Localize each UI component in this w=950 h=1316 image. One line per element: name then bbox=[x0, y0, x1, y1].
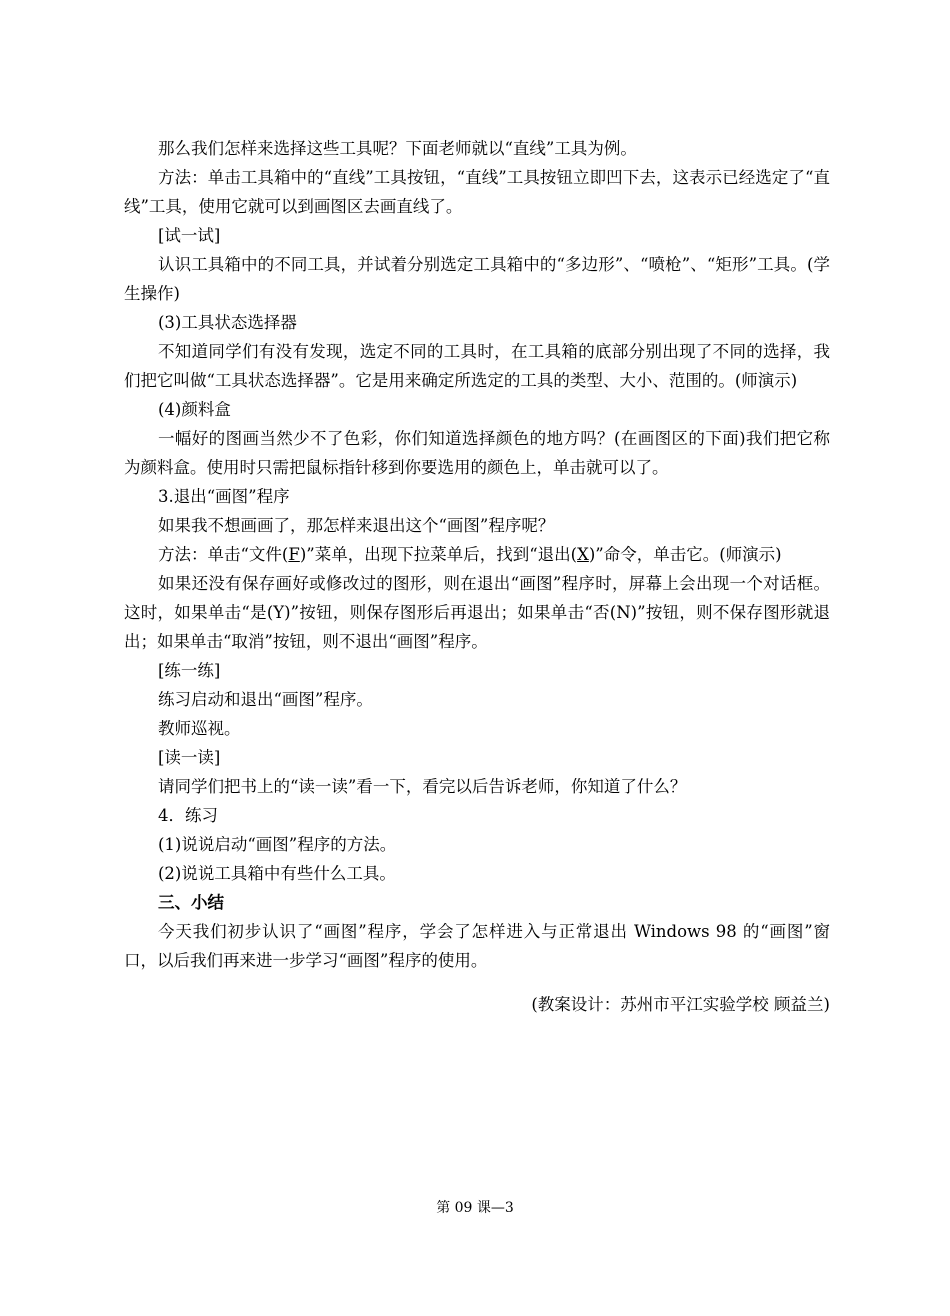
exercise-item: (2)说说工具箱中有些什么工具。 bbox=[158, 864, 396, 883]
section-marker-read: [读一读] bbox=[158, 748, 221, 767]
section-marker-practice: [练一练] bbox=[158, 661, 221, 680]
method-text-2: )”菜单，出现下拉菜单后，找到“退出( bbox=[299, 545, 578, 564]
exercise-item: (1)说说启动“画图”程序的方法。 bbox=[158, 835, 397, 854]
page-footer: 第 09 课—3 bbox=[436, 1200, 514, 1216]
lesson-credit: (教案设计：苏州市平江实验学校 顾益兰) bbox=[531, 995, 830, 1014]
paragraph: 一幅好的图画当然少不了色彩，你们知道选择颜色的地方吗？(在画图区的下面)我们把它称为颜料盒。使用时只需把鼠标指针移到你要选用的颜色上，单击就可以了。 bbox=[124, 429, 830, 477]
subheading-exit-paint: 3.退出“画图”程序 bbox=[158, 487, 290, 506]
paragraph: 请同学们把书上的“读一读”看一下，看完以后告诉老师，你知道了什么？ bbox=[158, 777, 687, 796]
section-marker-try: [试一试] bbox=[158, 226, 221, 245]
method-text-3: )”命令，单击它。(师演示) bbox=[588, 545, 782, 564]
method-paragraph bbox=[124, 540, 830, 569]
subheading-exercise: 4．练习 bbox=[158, 806, 218, 825]
method-text-1: 方法：单击“文件( bbox=[158, 545, 289, 564]
paragraph: 教师巡视。 bbox=[158, 719, 241, 738]
paragraph: 如果我不想画画了，那怎样来退出这个“画图”程序呢？ bbox=[158, 516, 555, 535]
paragraph: 方法：单击工具箱中的“直线”工具按钮，“直线”工具按钮立即凹下去，这表示已经选定了“直线”工具，使用它就可以到画图区去画直线了。 bbox=[124, 168, 830, 216]
subheading-tool-state-selector: (3)工具状态选择器 bbox=[158, 313, 297, 332]
paragraph: 认识工具箱中的不同工具，并试着分别选定工具箱中的“多边形”、“喷枪”、“矩形”工具。(学生操作) bbox=[124, 255, 830, 303]
heading-summary: 三、小结 bbox=[158, 893, 224, 912]
paragraph-dialog: 如果还没有保存画好或修改过的图形，则在退出“画图”程序时，屏幕上会出现一个对话框。这时，如果单击“是(Y)”按钮，则保存图形后再退出；如果单击“否(N)”按钮，则不保存图形就退出；如果单击“取消”按钮，则不退出“画图”程序。 bbox=[124, 574, 830, 651]
subheading-color-box: (4)颜料盒 bbox=[158, 400, 231, 419]
summary-paragraph: 今天我们初步认识了“画图”程序，学会了怎样进入与正常退出 Windows 98 的“画图”窗口，以后我们再来进一步学习“画图”程序的使用。 bbox=[124, 922, 830, 970]
paragraph: 练习启动和退出“画图”程序。 bbox=[158, 690, 373, 709]
paragraph: 那么我们怎样来选择这些工具呢？下面老师就以“直线”工具为例。 bbox=[158, 139, 637, 158]
document-body bbox=[124, 134, 830, 1019]
shortcut-key-x: X bbox=[577, 545, 589, 564]
paragraph: 不知道同学们有没有发现，选定不同的工具时，在工具箱的底部分别出现了不同的选择，我们把它叫做“工具状态选择器”。它是用来确定所选定的工具的类型、大小、范围的。(师演示) bbox=[124, 342, 830, 390]
shortcut-key-f: F bbox=[288, 545, 300, 564]
